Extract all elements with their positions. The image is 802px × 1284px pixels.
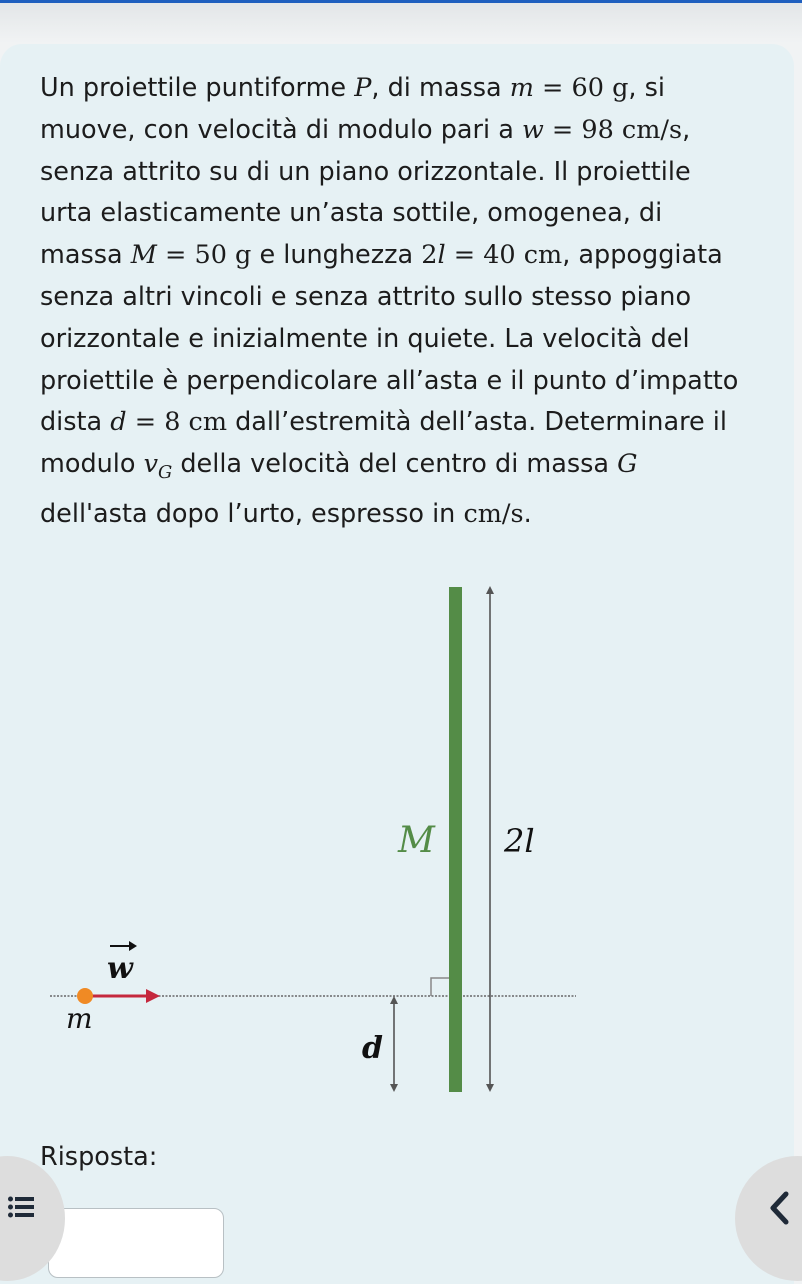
math-eq: =: [156, 240, 195, 271]
text-part: e lunghezza: [251, 240, 422, 271]
physics-figure: [0, 580, 802, 1110]
math-d-value: 8 cm: [164, 407, 227, 438]
chevron-left-icon[interactable]: [768, 1191, 790, 1225]
answer-label: Risposta:: [40, 1142, 158, 1172]
text-part: della velocità del centro di massa: [172, 449, 618, 480]
problem-text: [40, 68, 750, 536]
math-G: G: [617, 449, 638, 480]
particle-mass-label: m: [66, 1002, 93, 1035]
text-part: , di massa: [371, 73, 510, 103]
list-icon[interactable]: [8, 1196, 34, 1218]
math-eq: =: [126, 407, 165, 438]
math-l-value: 40 cm: [483, 240, 563, 271]
text-part: dall’estremità dell’asta. Determinare il modulo: [40, 407, 727, 480]
text-part: , appoggiata senza altri vincoli e senza attrito sullo stesso piano orizzontale e inizialmente in quiete. La velocità del proiettile è perpendicolare all’asta e il punto d’impatto dista: [40, 240, 739, 438]
length-arrow-top: [486, 586, 494, 594]
answer-input[interactable]: [48, 1208, 224, 1278]
math-d: d: [110, 407, 127, 438]
math-two: 2: [421, 240, 438, 271]
math-w-value: 98 cm/s: [581, 114, 683, 145]
top-fade: [0, 3, 802, 43]
rod-mass-label: M: [398, 820, 435, 861]
text-part: , senza attrito su di un piano orizzontale. Il proiettile urta elasticamente un’asta sottile, omogenea, di massa: [40, 114, 691, 271]
rod: [449, 587, 462, 1092]
math-eq: =: [445, 240, 484, 271]
math-P: P: [354, 73, 372, 103]
velocity-label: w: [107, 951, 133, 986]
math-v-subscript: G: [158, 462, 173, 484]
math-unit: cm/s: [463, 499, 524, 530]
math-l: l: [437, 240, 446, 271]
length-label: 2l: [504, 822, 535, 860]
d-arrow-top: [390, 996, 398, 1004]
d-arrow-bottom: [390, 1084, 398, 1092]
math-M: M: [130, 240, 157, 271]
right-angle-marker: [431, 978, 449, 996]
math-m-value: 60 g: [571, 73, 629, 103]
math-m: m: [509, 73, 534, 103]
text-part: Un proiettile puntiforme: [40, 73, 355, 103]
text-part: dell'asta dopo l’urto, espresso in: [40, 499, 464, 530]
text-part: .: [523, 499, 532, 530]
length-arrow-bottom: [486, 1084, 494, 1092]
math-w: w: [521, 114, 544, 145]
math-eq: =: [533, 73, 572, 103]
math-M-value: 50 g: [194, 240, 252, 271]
math-v: v: [143, 449, 158, 480]
math-eq: =: [543, 114, 582, 145]
vector-bar-head: [129, 941, 137, 951]
velocity-arrowhead: [146, 989, 160, 1003]
text-part: , si muove, con velocità di modulo pari a: [40, 73, 665, 145]
distance-label: d: [362, 1031, 383, 1066]
